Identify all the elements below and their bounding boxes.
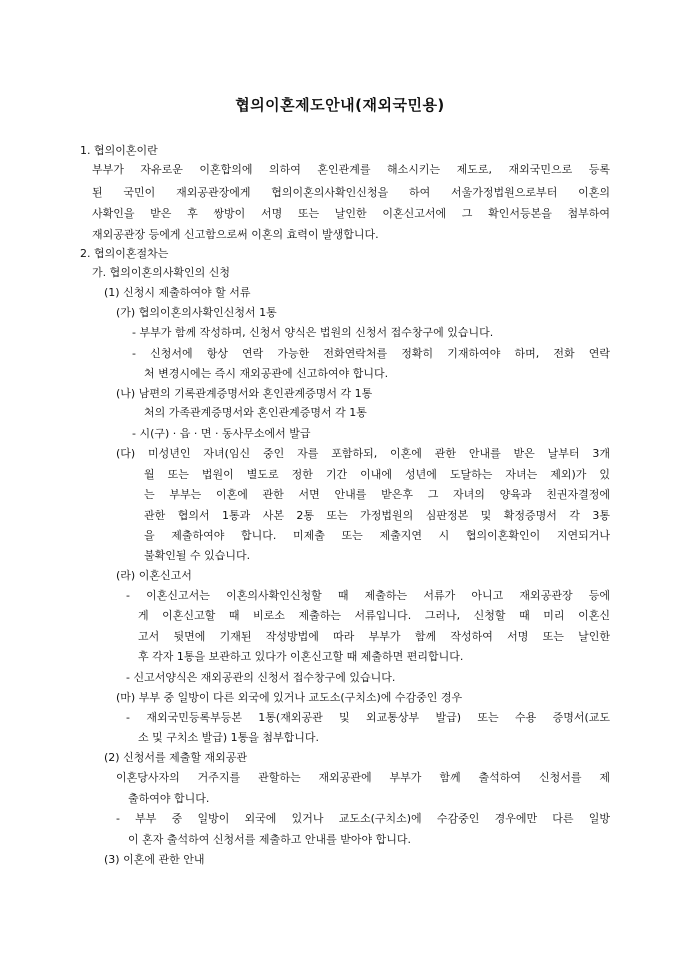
section-1-line: 된 국민이 재외공관장에게 협의이혼의사확인신청을 하여 서울가정법원으로부터 이혼의	[92, 186, 610, 199]
item-da-line: 불확인될 수 있습니다.	[144, 549, 251, 562]
section-1-line: 부부가 자유로운 이혼합의에 의하여 혼인관계를 해소시키는 제도로, 재외국민으로 등록	[92, 163, 610, 176]
section-1-heading: 1. 협의이혼이란	[80, 144, 158, 157]
bullet-line: - 시(구) · 읍 · 면 · 동사무소에서 발급	[132, 427, 311, 440]
item-1-heading: (1) 신청시 제출하여야 할 서류	[104, 286, 251, 299]
bullet-line: - 재외국민등록부등본 1통(재외공관 및 외교통상부 발급) 또는 수용 증명서(교도	[126, 711, 610, 724]
bullet-line: - 신고서양식은 재외공관의 신청서 접수창구에 있습니다.	[126, 671, 396, 684]
item-ra-heading: (라) 이혼신고서	[116, 569, 192, 582]
item-da-line: (다) 미성년인 자녀(임신 중인 자를 포함하되, 이혼에 관한 안내를 받은 날부터 3개	[116, 447, 610, 460]
item-da-line: 을 제출하여야 합니다. 미제출 또는 제출지연 시 협의이혼확인이 지연되거나	[144, 529, 610, 542]
bullet-line: - 부부가 함께 작성하며, 신청서 양식은 법원의 신청서 접수창구에 있습니다.	[132, 326, 494, 339]
item-na-heading: (나) 남편의 기록관계증명서와 혼인관계증명서 각 1통	[116, 387, 373, 400]
bullet-line: - 신청서에 항상 연락 가능한 전화연락처를 정확히 기재하여야 하며, 전화 연락	[132, 347, 610, 360]
section-1-line: 사확인을 받은 후 쌍방이 서명 또는 날인한 이혼신고서에 그 확인서등본을 첨부하여	[92, 207, 610, 220]
bullet-line: 게 이혼신고할 때 비로소 제출하는 서류입니다. 그러나, 신청할 때 미리 이혼신	[138, 609, 610, 622]
item-ma-heading: (마) 부부 중 일방이 다른 외국에 있거나 교도소(구치소)에 수감중인 경우	[116, 691, 463, 704]
item-na-line: 처의 가족관계증명서와 혼인관계증명서 각 1통	[144, 406, 367, 419]
bullet-line: 고서 뒷면에 기재된 작성방법에 따라 부부가 함께 작성하여 서명 또는 날인한	[138, 630, 610, 643]
subsection-ga-heading: 가. 협의이혼의사확인의 신청	[92, 266, 231, 279]
bullet-line: 이 혼자 출석하여 신청서를 제출하고 안내를 받아야 합니다.	[128, 833, 411, 846]
item-3-heading: (3) 이혼에 관한 안내	[104, 853, 205, 866]
item-2-line: 이혼당사자의 거주지를 관할하는 재외공관에 부부가 함께 출석하여 신청서를 제	[116, 771, 610, 784]
section-1-line: 재외공관장 등에게 신고함으로써 이혼의 효력이 발생합니다.	[92, 228, 379, 241]
item-2-line: 출하여야 합니다.	[128, 792, 210, 805]
document-title: 협의이혼제도안내(재외국민용)	[235, 96, 445, 114]
item-da-line: 월 또는 법원이 별도로 정한 기간 이내에 성년에 도달하는 자녀는 제외)가 있	[144, 468, 610, 481]
item-da-line: 는 부부는 이혼에 관한 서면 안내를 받은후 그 자녀의 양육과 친권자결정에	[144, 488, 610, 501]
bullet-line: 후 각자 1통을 보관하고 있다가 이혼신고할 때 제출하면 편리합니다.	[138, 650, 464, 663]
bullet-line: - 부부 중 일방이 외국에 있거나 교도소(구치소)에 수감중인 경우에만 다른 일방	[116, 812, 610, 825]
bullet-line: 처 변경시에는 즉시 재외공관에 신고하여야 합니다.	[144, 367, 389, 380]
item-ga-heading: (가) 협의이혼의사확인신청서 1통	[116, 306, 277, 319]
bullet-line: - 이혼신고서는 이혼의사확인신청할 때 제출하는 서류가 아니고 재외공관장 등에	[126, 589, 610, 602]
item-2-heading: (2) 신청서를 제출할 재외공관	[104, 751, 247, 764]
bullet-line: 소 및 구치소 발급) 1통을 첨부합니다.	[138, 731, 320, 744]
item-da-line: 관한 협의서 1통과 사본 2통 또는 가정법원의 심판정본 및 확정증명서 각 3통	[144, 509, 610, 522]
section-2-heading: 2. 협의이혼절차는	[80, 247, 169, 260]
